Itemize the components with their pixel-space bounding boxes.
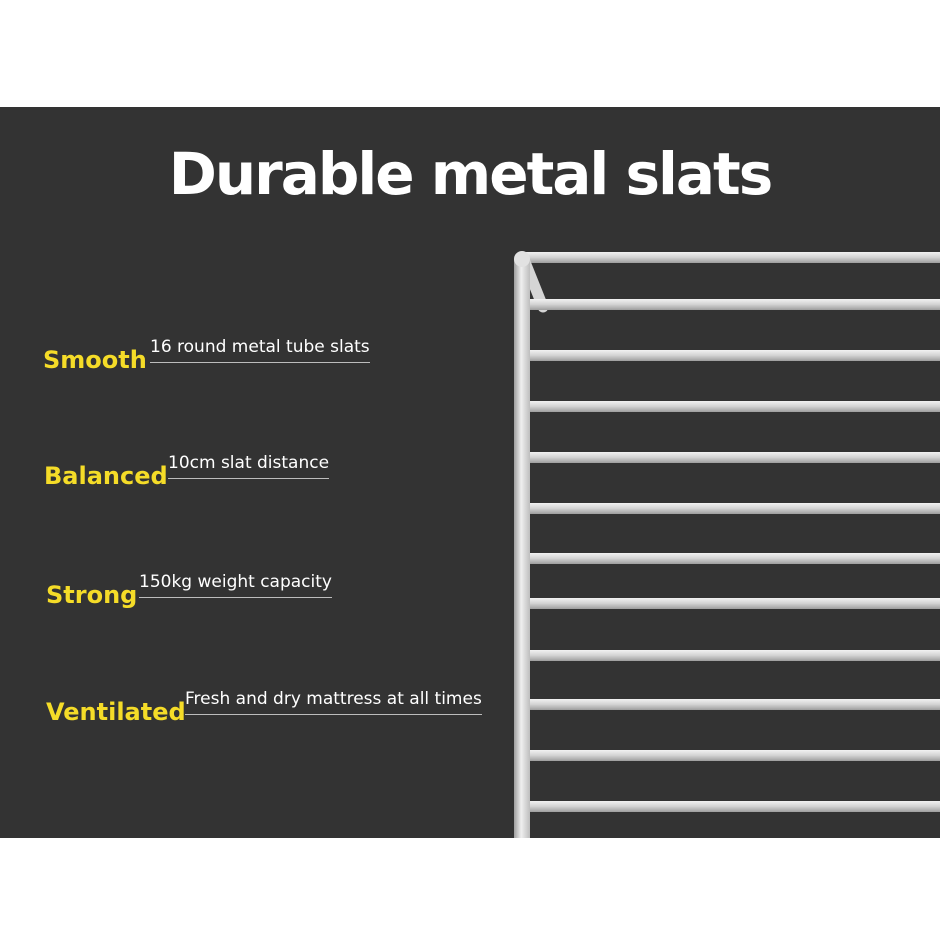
- feature-label: Smooth: [43, 346, 147, 374]
- feature-label: Ventilated: [46, 698, 186, 726]
- feature-description: Fresh and dry mattress at all times: [185, 691, 482, 715]
- slat: [530, 299, 940, 310]
- side-rail: [514, 259, 530, 838]
- slat: [530, 650, 940, 661]
- slat: [530, 553, 940, 564]
- feature-label: Strong: [46, 581, 138, 609]
- slat: [530, 598, 940, 609]
- page-title: Durable metal slats: [168, 140, 772, 208]
- feature-description: 150kg weight capacity: [139, 574, 332, 598]
- slat: [530, 503, 940, 514]
- feature-label: Balanced: [44, 462, 168, 490]
- slat: [530, 750, 940, 761]
- top-rail: [520, 252, 940, 263]
- corner-cap: [514, 251, 530, 267]
- metal-slat-frame-illustration: [0, 107, 940, 838]
- slat: [530, 452, 940, 463]
- feature-description: 10cm slat distance: [168, 455, 329, 479]
- slat: [530, 401, 940, 412]
- slat: [530, 699, 940, 710]
- slat: [530, 350, 940, 361]
- feature-description: 16 round metal tube slats: [150, 339, 370, 363]
- slat: [530, 801, 940, 812]
- product-feature-panel: [0, 107, 940, 838]
